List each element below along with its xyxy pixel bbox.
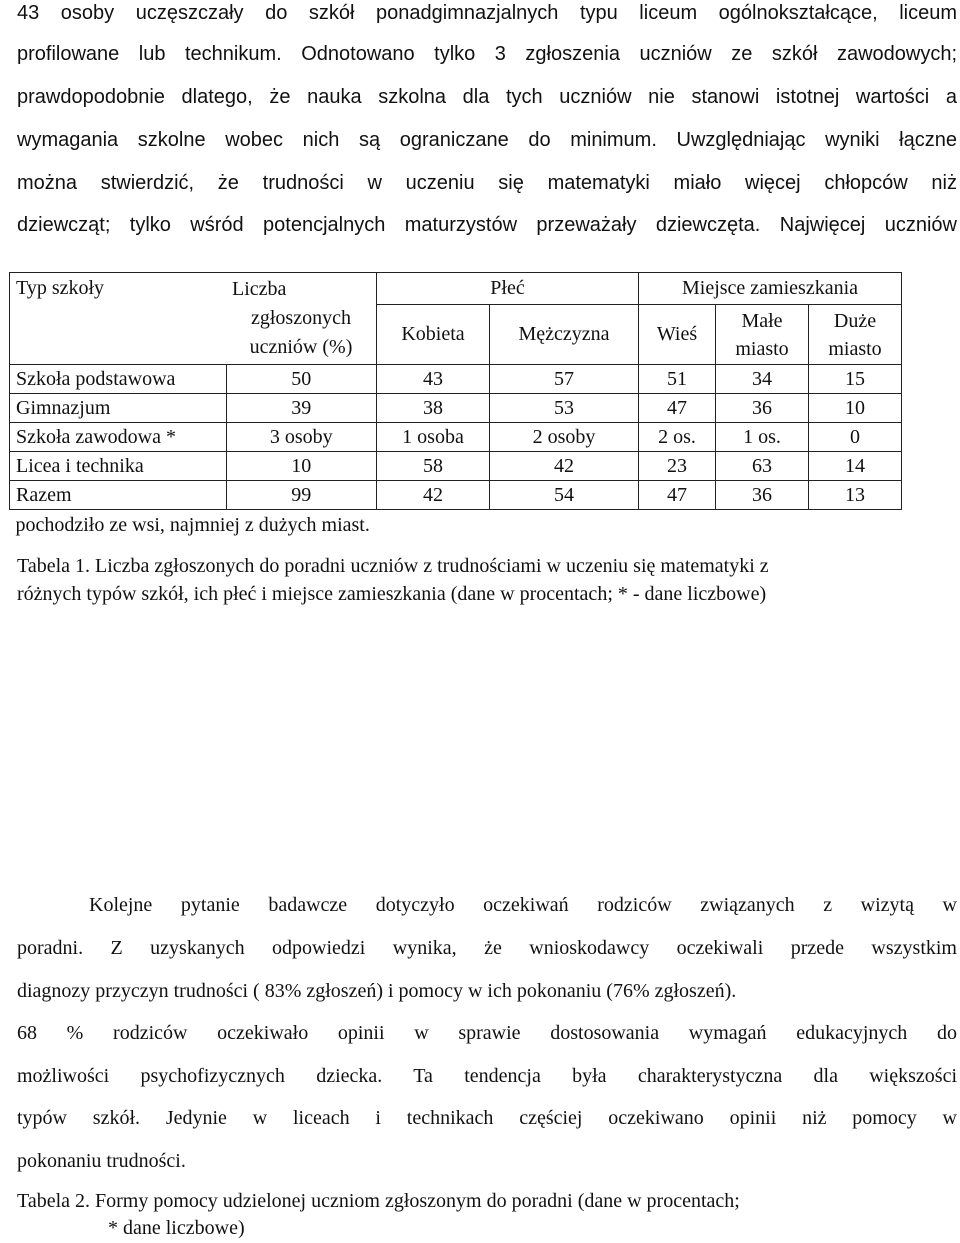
header-female: Kobieta: [377, 305, 490, 365]
cell-small-town: 36: [716, 481, 809, 510]
header-school-type: Typ szkoły: [10, 273, 227, 365]
lower-line-5: możliwości psychofizycznych dziecka. Ta tendencja była charakterystyczna dla większości: [17, 1065, 957, 1087]
header-residence: Miejsce zamieszkania: [639, 273, 902, 305]
cell-type: Szkoła zawodowa *: [10, 423, 227, 452]
table-continuation-text: pochodziło ze wsi, najmniej z dużych miast.: [15, 513, 370, 536]
cell-small-town: 1 os.: [716, 423, 809, 452]
header-big-line-1: Duże: [833, 309, 877, 332]
table-continuation-row: [10, 510, 902, 541]
cell-count: 39: [226, 394, 377, 423]
cell-male: 53: [490, 394, 639, 423]
lower-line-2: poradni. Z uzyskanych odpowiedzi wynika, że wnioskodawcy oczekiwali przede wszystkim: [17, 937, 957, 959]
header-count-line-1: Liczba: [232, 278, 287, 300]
lower-line-4: 68 % rodziców oczekiwało opinii w sprawie dostosowania wymagań edukacyjnych do: [17, 1022, 957, 1044]
cell-type: Gimnazjum: [10, 394, 227, 423]
lower-line-6: typów szkół. Jedynie w liceach i technikach częściej oczekiwano opinii niż pomocy w: [17, 1107, 957, 1129]
cell-village: 47: [639, 481, 716, 510]
header-small-town: [716, 305, 809, 365]
cell-male: 54: [490, 481, 639, 510]
cell-count: 3 osoby: [226, 423, 377, 452]
cell-female: 43: [377, 365, 490, 394]
caption-1-line-2: różnych typów szkół, ich płeć i miejsce zamieszkania (dane w procentach; * - dane liczbowe): [17, 583, 767, 605]
header-sex: Płeć: [377, 273, 639, 305]
cell-type: Szkoła podstawowa: [10, 365, 227, 394]
cell-count: 10: [226, 452, 377, 481]
header-small-line-1: Małe: [741, 309, 783, 332]
cell-small-town: 34: [716, 365, 809, 394]
top-line-3: prawdopodobnie dlatego, że nauka szkolna dla tych uczniów nie stanowi istotnej wartości a: [17, 86, 957, 108]
table-header-row-1: [10, 273, 902, 305]
lower-line-7: pokonaniu trudności.: [17, 1150, 186, 1172]
caption-1-line-1: Tabela 1. Liczba zgłoszonych do poradni uczniów z trudnościami w uczeniu się matematyki z: [17, 555, 769, 577]
cell-count: 50: [226, 365, 377, 394]
table-row: [10, 394, 902, 423]
cell-type: Licea i technika: [10, 452, 227, 481]
cell-type: Razem: [10, 481, 227, 510]
cell-village: 23: [639, 452, 716, 481]
header-small-line-2: miasto: [735, 337, 789, 360]
header-village: Wieś: [639, 305, 716, 365]
table-row: [10, 365, 902, 394]
top-line-1: 43 osoby uczęszczały do szkół ponadgimnazjalnych typu liceum ogólnokształcące, liceum: [17, 2, 957, 24]
cell-small-town: 36: [716, 394, 809, 423]
header-big-city: [809, 305, 902, 365]
cell-small-town: 63: [716, 452, 809, 481]
lower-line-3: diagnozy przyczyn trudności ( 83% zgłoszeń) i pomocy w ich pokonaniu (76% zgłoszeń).: [17, 980, 737, 1002]
header-count-line-3: uczniów (%): [249, 336, 353, 358]
cell-big-city: 15: [809, 365, 902, 394]
header-count: [226, 273, 377, 365]
header-male: Mężczyzna: [490, 305, 639, 365]
caption-2-line-1: Tabela 2. Formy pomocy udzielonej uczniom zgłoszonym do poradni (dane w procentach;: [17, 1190, 740, 1212]
table-row: [10, 423, 902, 452]
cell-village: 2 os.: [639, 423, 716, 452]
cell-female: 38: [377, 394, 490, 423]
cell-big-city: 14: [809, 452, 902, 481]
top-line-6: dziewcząt; tylko wśród potencjalnych maturzystów przeważały dziewczęta. Najwięcej uczniów: [17, 214, 957, 236]
cell-male: 42: [490, 452, 639, 481]
cell-female: 42: [377, 481, 490, 510]
cell-village: 51: [639, 365, 716, 394]
top-line-2: profilowane lub technikum. Odnotowano tylko 3 zgłoszenia uczniów ze szkół zawodowych;: [17, 43, 957, 65]
cell-big-city: 13: [809, 481, 902, 510]
cell-male: 2 osoby: [490, 423, 639, 452]
caption-2-line-2: * dane liczbowe): [108, 1217, 245, 1239]
cell-female: 58: [377, 452, 490, 481]
cell-female: 1 osoba: [377, 423, 490, 452]
table-row: [10, 481, 902, 510]
lower-line-1: Kolejne pytanie badawcze dotyczyło oczekiwań rodziców związanych z wizytą w: [89, 894, 957, 916]
cell-big-city: 10: [809, 394, 902, 423]
header-big-line-2: miasto: [828, 337, 882, 360]
top-line-4: wymagania szkolne wobec nich są ograniczane do minimum. Uwzględniając wyniki łączne: [17, 129, 957, 151]
table-row: [10, 452, 902, 481]
cell-count: 99: [226, 481, 377, 510]
table-1: [9, 272, 902, 540]
top-line-5: można stwierdzić, że trudności w uczeniu się matematyki miało więcej chłopców niż: [17, 172, 957, 194]
cell-male: 57: [490, 365, 639, 394]
cell-village: 47: [639, 394, 716, 423]
header-count-line-2: zgłoszonych: [251, 307, 351, 329]
cell-big-city: 0: [809, 423, 902, 452]
